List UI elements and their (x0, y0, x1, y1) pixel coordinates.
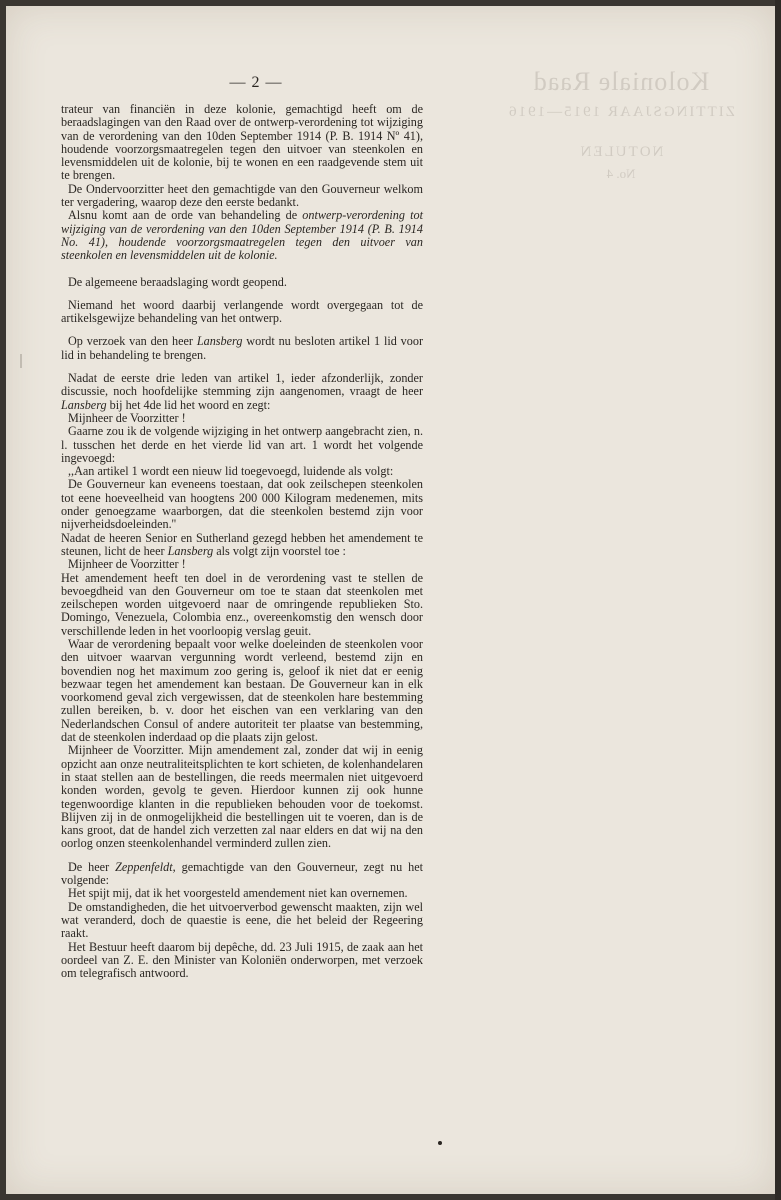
paragraph: ,,Aan artikel 1 wordt een nieuw lid toegevoegd, luidende als volgt: (68, 464, 394, 479)
paragraph: Waar de verordening bepaalt voor welke doeleinden de steenkolen voor den uitvoer waarvan vergunning wordt verleend, bestemd zijn en bovendien nog het maximum zoo gering is, geloof ik niet dat er eenig bezwaar tegen het amendement kan bestaan. De Gouverneur kan in elk voorkomend geval zich vergewissen, dat de steenkolen hare bestemming zullen bereiken, b. v. door het eischen van een verklaring van den Nederlandschen Consul of andere autoriteit ter plaatse van bestemming, dat de steenkolen inderdaad op die plaats zijn gelost. (61, 636, 423, 745)
text-run: Alsnu komt aan de orde van behandeling de (68, 208, 298, 223)
text-run: De heer (68, 859, 110, 874)
person-name: Zeppenfeldt, (115, 859, 176, 874)
paragraph (61, 372, 423, 412)
text-run: Nadat de eerste drie leden van artikel 1, ieder afzonderlijk, zonder discussie, noch hoofdelijke stemming zijn aangenomen, vraagt de heer (61, 371, 423, 399)
paragraph (61, 209, 423, 262)
text-run: als volgt zijn voorstel toe : (216, 543, 346, 558)
text-run: Nadat de heeren Senior en Sutherland gezegd hebben het amendement te steunen, licht de heer (61, 530, 423, 558)
bleed-through-line: Koloniale Raad (532, 67, 710, 96)
paragraph: De omstandigheden, die het uitvoerverbod gewenscht maakten, zijn wel wat veranderd, doch de quaestie is eene, die het beleid der Regeering raakt. (61, 899, 423, 941)
text-run: Op verzoek van den heer (68, 334, 193, 349)
body-text (61, 103, 423, 980)
page-number: — 2 — (229, 74, 283, 91)
text-run: wordt nu besloten artikel 1 lid voor lid in behandeling te brengen. (61, 334, 424, 362)
ink-dot (438, 1141, 442, 1145)
person-name: Lansberg (167, 543, 214, 558)
paragraph: Niemand het woord daarbij verlangende wordt overgegaan tot de artikelsgewijze behandeling van het ontwerp. (61, 297, 423, 326)
paragraph: De algemeene beraadslaging wordt geopend. (68, 274, 287, 289)
document-page (6, 6, 775, 1194)
person-name: Lansberg (61, 397, 107, 412)
paragraph (61, 861, 423, 888)
paragraph: Mijnheer de Voorzitter. Mijn amendement zal, zonder dat wij in eenig opzicht aan onze neutraliteitsplichten te kort schieten, de kolenhandelaren in staat stellen aan de bestellingen, die reeds meermalen niet uitgevoerd konden worden, gevolg te geven. Hierdoor kunnen zij ook hunne tegenwoordige klanten in die republieken behouden voor de toekomst. Blijven zij in de onmogelijkheid die bestellingen uit te voeren, dan is de kans groot, dat de handel zich verzetten zal naar elders en dat wij na den oorlog onzen steenkolenhandel verminderd zullen zien. (61, 743, 423, 851)
paragraph (61, 532, 423, 559)
paragraph: trateur van financiën in deze kolonie, gemachtigd heeft om de beraadslagingen van den Raad over de ontwerp-verordening tot wijziging van de verordening van den 10den September 1914 (P. B. 1914 Nº 41), houdende voorzorgsmaatregelen tegen den uitvoer van steenkolen en levensmiddelen uit de kolonie, bij te wonen en een raadgevende stem uit te brengen. (61, 102, 423, 183)
person-name: Lansberg (196, 334, 243, 349)
italic-run: ontwerp-verordening tot wijziging van de verordening van den 10den September 1914 (P. B. 1914 No. 41), houdende voorzorgsmaatregelen tegen den uitvoer van steenkolen en levensmiddelen uit de kolonie. (61, 208, 423, 263)
paragraph: Het Bestuur heeft daarom bij depêche, dd. 23 Juli 1915, de zaak aan het oordeel van Z. E. den Minister van Koloniën onderworpen, met verzoek om telegrafisch antwoord. (61, 939, 423, 981)
bleed-through-line: No. 4 (606, 166, 636, 181)
paragraph: De Gouverneur kan eveneens toestaan, dat ook zeilschepen steenkolen tot eene hoeveelheid van hoogtens 200 000 Kilogram medenemen, mits onder genoegzame waarborgen, dat die steenkolen bestemd zijn voor nijverheidsdoeleinden.'' (61, 477, 423, 532)
bleed-through-header (476, 66, 766, 182)
paragraph: Het spijt mij, dat ik het voorgesteld amendement niet kan overnemen. (68, 886, 408, 901)
paragraph (61, 335, 423, 362)
paragraph: Gaarne zou ik de volgende wijziging in het ontwerp aangebracht zien, n. l. tusschen het derde en het vierde lid van art. 1 wordt het volgende ingevoegd: (61, 424, 423, 465)
bleed-through-line: NOTULEN (578, 144, 664, 161)
paragraph: De Ondervoorzitter heet den gemachtigde van den Gouverneur welkom ter vergadering, waarop deze den eerste bedankt. (61, 181, 423, 210)
paragraph: Het amendement heeft ten doel in de verordening vast te stellen de bevoegdheid van den Gouverneur om toe te staan dat steenkolen met zeilschepen worden uitgevoerd naar de omringende republieken Sto. Domingo, Venezuela, Colombia enz., overeenkomstig den wensch door verschillende leden in het voorloopig verslag geuit. (61, 570, 423, 638)
paragraph: Mijnheer de Voorzitter ! (68, 410, 186, 425)
margin-mark (20, 354, 22, 368)
paragraph: Mijnheer de Voorzitter ! (68, 557, 186, 572)
text-run: bij het 4de lid het woord en zegt: (109, 397, 271, 412)
text-run: gemachtigde van den Gouverneur, zegt nu het volgende: (61, 859, 424, 888)
scan-edge (775, 0, 781, 1200)
bleed-through-line: ZITTINGSJAAR 1915—1916 (507, 103, 735, 120)
